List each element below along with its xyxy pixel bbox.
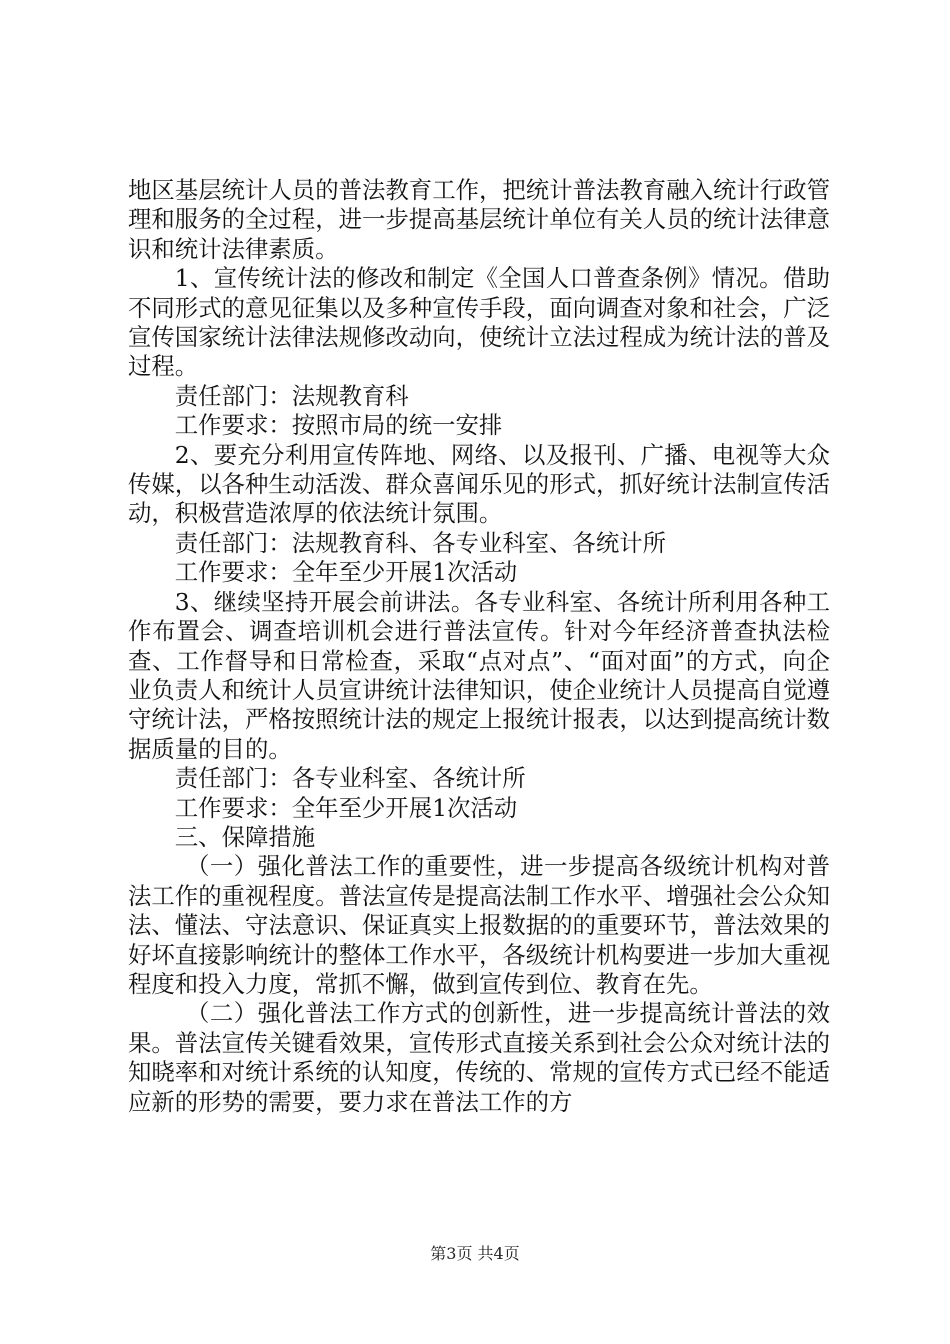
measure-paragraph-1: （一）强化普法工作的重要性，进一步提高各级统计机构对普法工作的重视程度。普法宣传是提高法制工作水平、增强社会公众知法、懂法、守法意识、保证真实上报数据的的重要环节，普法效果的好坏直接影响统计的整体工作水平，各级统计机构要进一步加大重视程度和投入力度，常抓不懈，做到宣传到位、教育在先。 bbox=[128, 852, 830, 998]
responsible-dept-2: 责任部门：法规教育科、各专业科室、各统计所 bbox=[174, 528, 666, 557]
measure-paragraph-2: （二）强化普法工作方式的创新性，进一步提高统计普法的效果。普法宣传关键看效果，宣传形式直接关系到社会公众对统计法的知晓率和对统计系统的认知度，传统的、常规的宣传方式已经不能适应新的形势的需要，要力求在普法工作的方 bbox=[128, 999, 830, 1116]
work-requirement-2: 工作要求：全年至少开展1次活动 bbox=[174, 558, 518, 587]
document-body bbox=[128, 176, 830, 1117]
responsible-dept-3: 责任部门：各专业科室、各统计所 bbox=[174, 764, 526, 793]
work-requirement-3: 工作要求：全年至少开展1次活动 bbox=[174, 793, 518, 822]
paragraph-item-1: 1、宣传统计法的修改和制定《全国人口普查条例》情况。借助不同形式的意见征集以及多种宣传手段，面向调查对象和社会，广泛宣传国家统计法律法规修改动向，使统计立法过程成为统计法的普及过程。 bbox=[128, 264, 830, 381]
page-footer: 第3页 共4页 bbox=[430, 1244, 520, 1263]
paragraph-continuation: 地区基层统计人员的普法教育工作，把统计普法教育融入统计行政管理和服务的全过程，进一步提高基层统计单位有关人员的统计法律意识和统计法律素质。 bbox=[128, 176, 830, 263]
paragraph-item-3: 3、继续坚持开展会前讲法。各专业科室、各统计所利用各种工作布置会、调查培训机会进行普法宣传。针对今年经济普查执法检查、工作督导和日常检查，采取“点对点”、“面对面”的方式，向企业负责人和统计人员宣讲统计法律知识，使企业统计人员提高自觉遵守统计法，严格按照统计法的规定上报统计报表，以达到提高统计数据质量的目的。 bbox=[128, 587, 830, 763]
responsible-dept-1: 责任部门：法规教育科 bbox=[174, 381, 409, 410]
work-requirement-1: 工作要求：按照市局的统一安排 bbox=[174, 411, 503, 440]
paragraph-item-2: 2、要充分利用宣传阵地、网络、以及报刊、广播、电视等大众传媒，以各种生动活泼、群众喜闻乐见的形式，抓好统计法制宣传活动，积极营造浓厚的依法统计氛围。 bbox=[128, 440, 830, 528]
section-heading: 三、保障措施 bbox=[174, 822, 316, 851]
